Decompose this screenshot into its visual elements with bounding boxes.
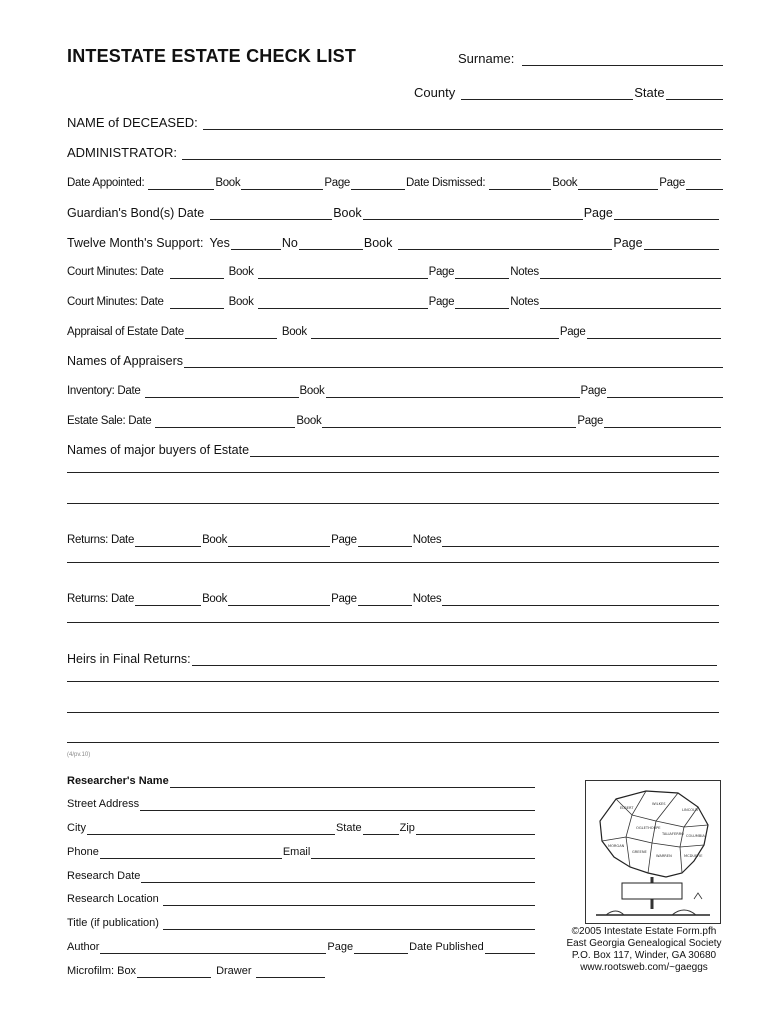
title-pub-row	[67, 916, 536, 930]
street-row	[67, 797, 536, 811]
notes-label: Notes	[412, 534, 442, 546]
svg-text:COLUMBIA: COLUMBIA	[686, 834, 705, 838]
guardians-bond-label: Guardian's Bond(s) Date	[67, 206, 205, 220]
state-field[interactable]	[666, 88, 723, 100]
form-code: (4/pv.10)	[67, 752, 91, 758]
notes-label: Notes	[510, 296, 539, 308]
page-field[interactable]	[686, 178, 723, 190]
credit-line4[interactable]: www.rootsweb.com/~gaeggs	[580, 962, 708, 973]
notes-field[interactable]	[540, 267, 721, 279]
page-label: Page	[577, 415, 604, 427]
credit-line3: P.O. Box 117, Winder, GA 30680	[571, 950, 717, 961]
svg-text:ELBERT: ELBERT	[620, 806, 634, 810]
page-label: Page	[583, 206, 613, 220]
state-field[interactable]	[363, 823, 399, 835]
page-field[interactable]	[351, 178, 405, 190]
administrator-field[interactable]	[182, 148, 721, 160]
street-label: Street Address	[67, 798, 140, 810]
georgia-county-map	[585, 780, 721, 924]
twelve-months-label: Twelve Month's Support:	[67, 236, 204, 250]
street-field[interactable]	[140, 799, 535, 811]
appraisal-row	[67, 325, 722, 339]
date-dismissed-field[interactable]	[489, 178, 551, 190]
microfilm-row	[67, 964, 326, 978]
heirs-label: Heirs in Final Returns:	[67, 652, 191, 666]
court-minutes-date-field[interactable]	[170, 267, 224, 279]
inventory-date-field[interactable]	[145, 386, 299, 398]
page-label: Page	[324, 177, 351, 189]
drawer-field[interactable]	[256, 966, 325, 978]
phone-row	[67, 845, 536, 859]
page-field[interactable]	[644, 238, 719, 250]
inventory-row	[67, 384, 724, 398]
estate-sale-label: Estate Sale: Date	[67, 415, 152, 427]
date-published-field[interactable]	[485, 942, 535, 954]
book-field[interactable]	[578, 178, 658, 190]
researcher-name-label: Researcher's Name	[67, 775, 169, 787]
book-label: Book	[202, 593, 228, 605]
heirs-field[interactable]	[192, 654, 717, 666]
page-field[interactable]	[604, 416, 721, 428]
major-buyers-line[interactable]	[67, 472, 719, 473]
book-field[interactable]	[311, 327, 559, 339]
court-minutes-row	[67, 265, 722, 279]
page-label: Page	[331, 534, 357, 546]
appraisal-date-field[interactable]	[185, 327, 277, 339]
form-title: INTESTATE ESTATE CHECK LIST	[67, 46, 357, 66]
zip-field[interactable]	[416, 823, 535, 835]
deceased-field[interactable]	[203, 118, 723, 130]
credit-line2: East Georgia Genealogical Society	[566, 938, 722, 949]
research-date-field[interactable]	[141, 871, 535, 883]
book-label: Book	[215, 177, 241, 189]
research-location-field[interactable]	[163, 894, 535, 906]
county-label: County	[414, 85, 456, 100]
date-appointed-field[interactable]	[148, 178, 214, 190]
returns-label: Returns: Date	[67, 593, 135, 605]
research-location-row	[67, 892, 536, 906]
county-field[interactable]	[461, 88, 633, 100]
notes-label: Notes	[412, 593, 442, 605]
yes-label: Yes	[209, 236, 230, 250]
appraisal-label: Appraisal of Estate Date	[67, 326, 184, 338]
notes-field[interactable]	[540, 297, 721, 309]
page-label: Page	[428, 296, 455, 308]
svg-text:OGLETHORPE: OGLETHORPE	[636, 826, 661, 830]
inventory-label: Inventory: Date	[67, 385, 141, 397]
heirs-line[interactable]	[67, 712, 719, 713]
book-label: Book	[228, 266, 254, 278]
drawer-label: Drawer	[216, 965, 252, 977]
returns-line[interactable]	[67, 562, 719, 563]
email-field[interactable]	[311, 847, 535, 859]
page-label: Page	[613, 236, 643, 250]
page-field[interactable]	[455, 297, 509, 309]
city-field[interactable]	[87, 823, 335, 835]
date-appointed-label: Date Appointed:	[67, 177, 145, 189]
book-label: Book	[281, 326, 307, 338]
svg-text:LINCOLN: LINCOLN	[682, 808, 698, 812]
page-label: Page	[428, 266, 455, 278]
surname-label: Surname:	[458, 51, 515, 66]
estate-sale-date-field[interactable]	[155, 416, 295, 428]
appraisers-row	[67, 354, 724, 368]
major-buyers-row	[67, 443, 720, 457]
book-label: Book	[202, 534, 228, 546]
returns-line[interactable]	[67, 622, 719, 623]
microfilm-label: Microfilm: Box	[67, 965, 137, 977]
notes-field[interactable]	[442, 535, 719, 547]
deceased-label: NAME of DECEASED:	[67, 115, 198, 130]
book-label: Book	[296, 415, 322, 427]
guardians-bond-date-field[interactable]	[210, 208, 332, 220]
svg-text:WARREN: WARREN	[656, 854, 672, 858]
major-buyers-line[interactable]	[67, 503, 719, 504]
credit-block	[560, 926, 728, 974]
page-label: Page	[580, 385, 607, 397]
svg-text:MCDUFFIE: MCDUFFIE	[684, 854, 703, 858]
twelve-months-row	[67, 236, 720, 250]
no-label: No	[281, 236, 298, 250]
state-label: State	[634, 85, 665, 100]
book-label: Book	[363, 236, 393, 250]
page-label: Page	[559, 326, 586, 338]
book-field[interactable]	[241, 178, 323, 190]
book-label: Book	[333, 206, 362, 220]
notes-field[interactable]	[442, 594, 719, 606]
microfilm-box-field[interactable]	[137, 966, 211, 978]
county-state-row	[414, 86, 724, 100]
appraisers-label: Names of Appraisers	[67, 354, 184, 368]
credit-line1: ©2005 Intestate Estate Form.pfh	[571, 926, 717, 937]
researcher-name-row	[67, 774, 536, 788]
page-field[interactable]	[354, 942, 408, 954]
author-row	[67, 940, 536, 954]
research-date-row	[67, 869, 536, 883]
heirs-line[interactable]	[67, 681, 719, 682]
surname-row	[458, 52, 724, 66]
returns-row	[67, 592, 720, 606]
book-field[interactable]	[258, 267, 428, 279]
date-appointed-row	[67, 176, 724, 190]
svg-text:GREENE: GREENE	[632, 850, 647, 854]
research-date-label: Research Date	[67, 870, 141, 882]
major-buyers-label: Names of major buyers of Estate	[67, 443, 250, 457]
title-pub-field[interactable]	[163, 918, 535, 930]
svg-text:TALIAFERRO: TALIAFERRO	[662, 832, 685, 836]
page-label: Page	[327, 941, 354, 953]
author-label: Author	[67, 941, 100, 953]
page-label: Page	[331, 593, 357, 605]
svg-text:MORGAN: MORGAN	[608, 844, 625, 848]
court-minutes-row	[67, 295, 722, 309]
returns-date-field[interactable]	[135, 594, 201, 606]
page-field[interactable]	[614, 208, 719, 220]
returns-label: Returns: Date	[67, 534, 135, 546]
book-label: Book	[299, 385, 325, 397]
page-field[interactable]	[358, 535, 412, 547]
date-published-label: Date Published	[409, 941, 484, 953]
researcher-name-field[interactable]	[170, 776, 535, 788]
court-minutes-date-field[interactable]	[170, 297, 224, 309]
heirs-row	[67, 652, 718, 666]
no-field[interactable]	[299, 238, 363, 250]
research-location-label: Research Location	[67, 893, 159, 905]
heirs-line[interactable]	[67, 742, 719, 743]
court-minutes-label: Court Minutes: Date	[67, 266, 164, 278]
book-field[interactable]	[228, 535, 330, 547]
page-field[interactable]	[607, 386, 723, 398]
book-label: Book	[228, 296, 254, 308]
administrator-label: ADMINISTRATOR:	[67, 145, 178, 160]
returns-date-field[interactable]	[135, 535, 201, 547]
zip-label: Zip	[399, 822, 415, 834]
page-label: Page	[659, 177, 685, 189]
page-field[interactable]	[358, 594, 412, 606]
author-field[interactable]	[100, 942, 326, 954]
book-field[interactable]	[326, 386, 580, 398]
administrator-row	[67, 146, 722, 160]
surname-field[interactable]	[522, 54, 723, 66]
title-pub-label: Title (if publication)	[67, 917, 159, 929]
email-label: Email	[282, 846, 311, 858]
estate-sale-row	[67, 414, 722, 428]
book-field[interactable]	[258, 297, 428, 309]
court-minutes-label: Court Minutes: Date	[67, 296, 164, 308]
date-dismissed-label: Date Dismissed:	[406, 177, 486, 189]
appraisers-field[interactable]	[184, 356, 723, 368]
phone-field[interactable]	[100, 847, 282, 859]
phone-label: Phone	[67, 846, 99, 858]
yes-field[interactable]	[231, 238, 281, 250]
major-buyers-field[interactable]	[250, 445, 719, 457]
book-field[interactable]	[363, 208, 583, 220]
page-field[interactable]	[587, 327, 721, 339]
returns-row	[67, 533, 720, 547]
book-field[interactable]	[398, 238, 612, 250]
city-label: City	[67, 822, 86, 834]
page-field[interactable]	[455, 267, 509, 279]
book-field[interactable]	[228, 594, 330, 606]
guardians-bond-row	[67, 206, 720, 220]
book-field[interactable]	[322, 416, 576, 428]
city-row	[67, 821, 536, 835]
notes-label: Notes	[510, 266, 539, 278]
deceased-row	[67, 116, 724, 130]
book-label: Book	[552, 177, 578, 189]
svg-text:WILKES: WILKES	[652, 802, 666, 806]
state-label: State	[335, 822, 362, 834]
